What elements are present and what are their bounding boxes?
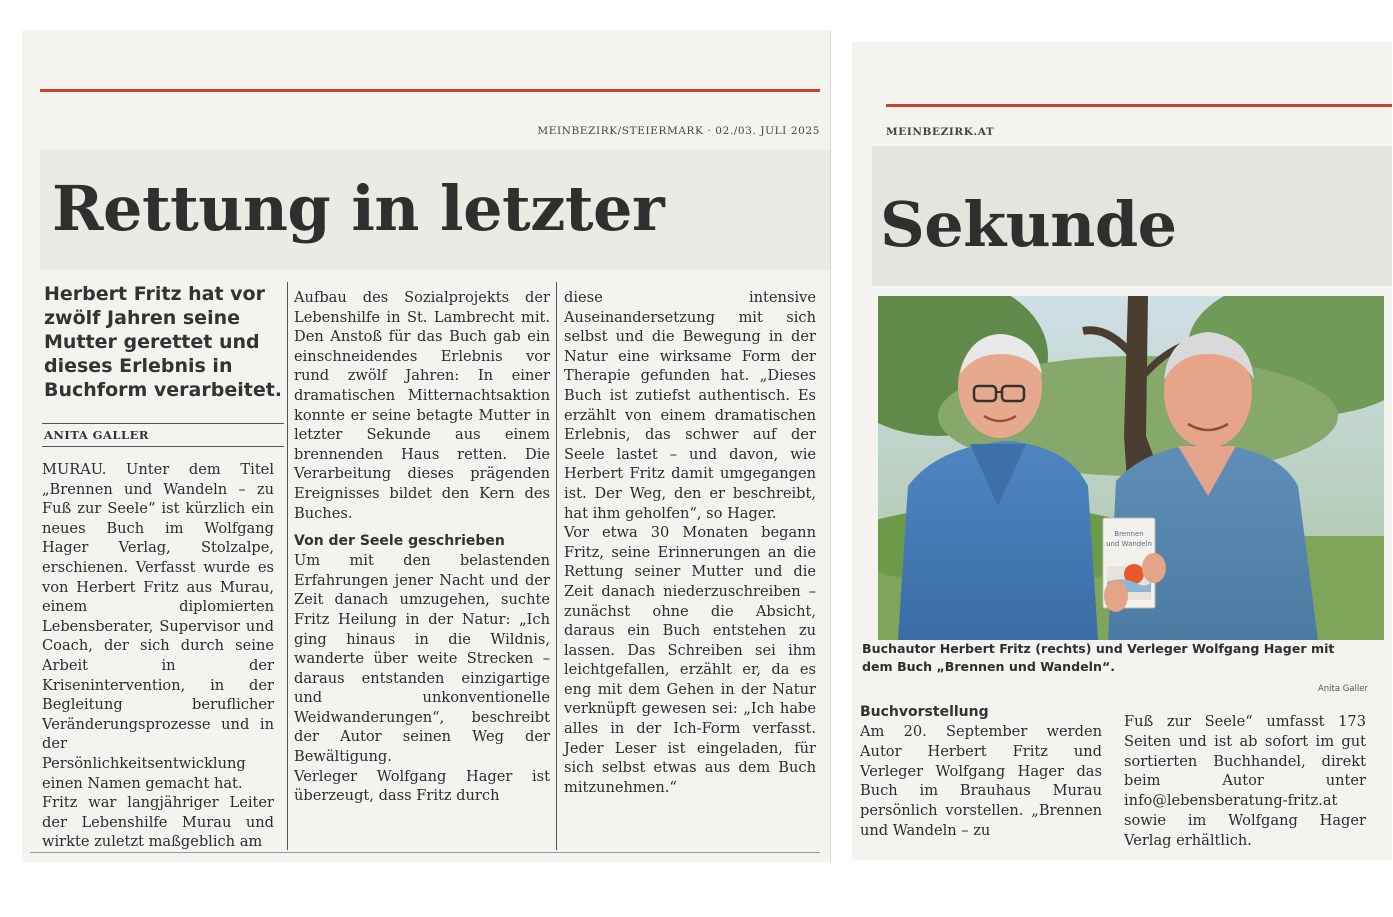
article-column-3 xyxy=(564,288,816,797)
col2-paragraph-2: Um mit den belastenden Erfahrungen jener Nacht und der Zeit danach umzugehen, suchte Fritz Heilung in der Natur: „Ich ging hinaus in die Wildnis, wanderte über weite Strecken – daraus entstanden einzigartige und unkonventionelle Weidwanderungen“, beschreibt der Autor seinen Weg der Bewältigung. xyxy=(294,552,550,766)
headline-right: Sekunde xyxy=(880,188,1177,261)
page-header-right: MEINBEZIRK.AT xyxy=(886,126,995,138)
author-byline: ANITA GALLER xyxy=(44,428,149,442)
top-red-rule xyxy=(40,89,820,92)
headline-left: Rettung in letzter xyxy=(52,172,665,245)
bottom-rule-left xyxy=(30,852,820,853)
col2-paragraph-1: Aufbau des Sozialprojekts der Lebenshilfe in St. Lambrecht mit. Den Anstoß für das Buch gab ein einschneidendes Erlebnis vor rund zwölf Jahren: In einer dramatischen Mitternachtsaktion konnte er seine betagte Mutter in letzter Sekunde aus einem brennenden Haus retten. Die Verarbeitung dieses prägenden Ereignisses bildet den Kern des Buches. xyxy=(294,289,550,522)
col1-paragraph-1: MURAU. Unter dem Titel „Brennen und Wandeln – zu Fuß zur Seele“ ist kürzlich ein neues Buch im Wolfgang Hager Verlag, Stolzalpe, erschienen. Verfasst wurde es von Herbert Fritz aus Murau, einem diplomierten Lebensberater, Supervisor und Coach, der sich durch seine Arbeit in der Krisenintervention, in der Begleitung beruflicher Veränderungsprozesse und in der Persönlichkeitsentwicklung einen Namen gemacht hat. xyxy=(42,461,274,792)
article-photo xyxy=(878,296,1384,640)
photo-caption: Buchautor Herbert Fritz (rechts) und Verleger Wolfgang Hager mit dem Buch „Brennen und Wandeln“. xyxy=(862,641,1335,674)
col3-paragraph-2: Vor etwa 30 Monaten begann Fritz, seine Erinnerungen an die Rettung seiner Mutter und die Zeit danach niederzuschreiben – zunächst ohne die Absicht, daraus ein Buch entstehen zu lassen. Das Schreiben sei ihm leichtgefallen, erzählt er, da es eng mit dem Gehen in der Natur verknüpft gewesen sei: „Ich habe alles in der Ich-Form verfasst. Jeder Leser ist eingeladen, für sich selbst etwas aus dem Buch mitzunehmen.“ xyxy=(564,524,816,796)
top-red-rule-right xyxy=(886,104,1392,107)
col2-paragraph-3: Verleger Wolfgang Hager ist überzeugt, dass Fritz durch xyxy=(294,767,550,805)
right-column-2 xyxy=(1124,712,1366,851)
right-column-1 xyxy=(860,702,1102,841)
lead-paragraph: Herbert Fritz hat vor zwölf Jahren seine Mutter gerettet und dieses Erlebnis in Buchform verarbeitet. xyxy=(44,283,283,401)
photo-credit: Anita Galler xyxy=(1317,684,1368,694)
photo-illustration xyxy=(878,296,1384,640)
author-rule-bottom xyxy=(42,446,284,447)
right-col2-text: Fuß zur Seele“ umfasst 173 Seiten und ist ab sofort im gut sortierten Buchhandel, direkt beim Autor unter info@lebensberatung-fritz.at sowie im Wolfgang Hager Verlag erhältlich. xyxy=(1124,713,1366,849)
author-rule-top xyxy=(42,423,284,424)
book-title-line1: Brennen xyxy=(1114,530,1144,538)
book-title-line2: und Wandeln xyxy=(1106,540,1152,548)
page-header-left: MEINBEZIRK/STEIERMARK · 02./03. JULI 2025 xyxy=(537,125,820,137)
col1-paragraph-2: Fritz war langjähriger Leiter der Lebenshilfe Murau und wirkte zuletzt maßgeblich am xyxy=(42,794,274,851)
column-rule-2 xyxy=(556,282,557,850)
buchvorstellung-subhead: Buchvorstellung xyxy=(860,704,989,720)
article-column-1 xyxy=(42,460,274,852)
right-col1-text: Am 20. September werden Autor Herbert Fritz und Verleger Wolfgang Hager das Buch im Brauhaus Murau persönlich vorstellen. „Brennen und Wandeln – zu xyxy=(860,723,1102,839)
col3-paragraph-1: diese intensive Auseinandersetzung mit sich selbst und die Bewegung in der Natur eine wirksame Form der Therapie gefunden hat. „Dieses Buch ist zutiefst authentisch. Es erzählt von einem dramatischen Erlebnis, das schwer auf der Seele lastet – und davon, wie Herbert Fritz damit umgegangen ist. Der Weg, den er beschreibt, hat ihm geholfen“, so Hager. xyxy=(564,289,816,522)
col2-subhead: Von der Seele geschrieben xyxy=(294,533,505,550)
article-column-2 xyxy=(294,288,550,806)
left-newspaper-page xyxy=(22,30,830,862)
column-rule-1 xyxy=(287,282,288,850)
right-newspaper-page xyxy=(852,42,1392,860)
